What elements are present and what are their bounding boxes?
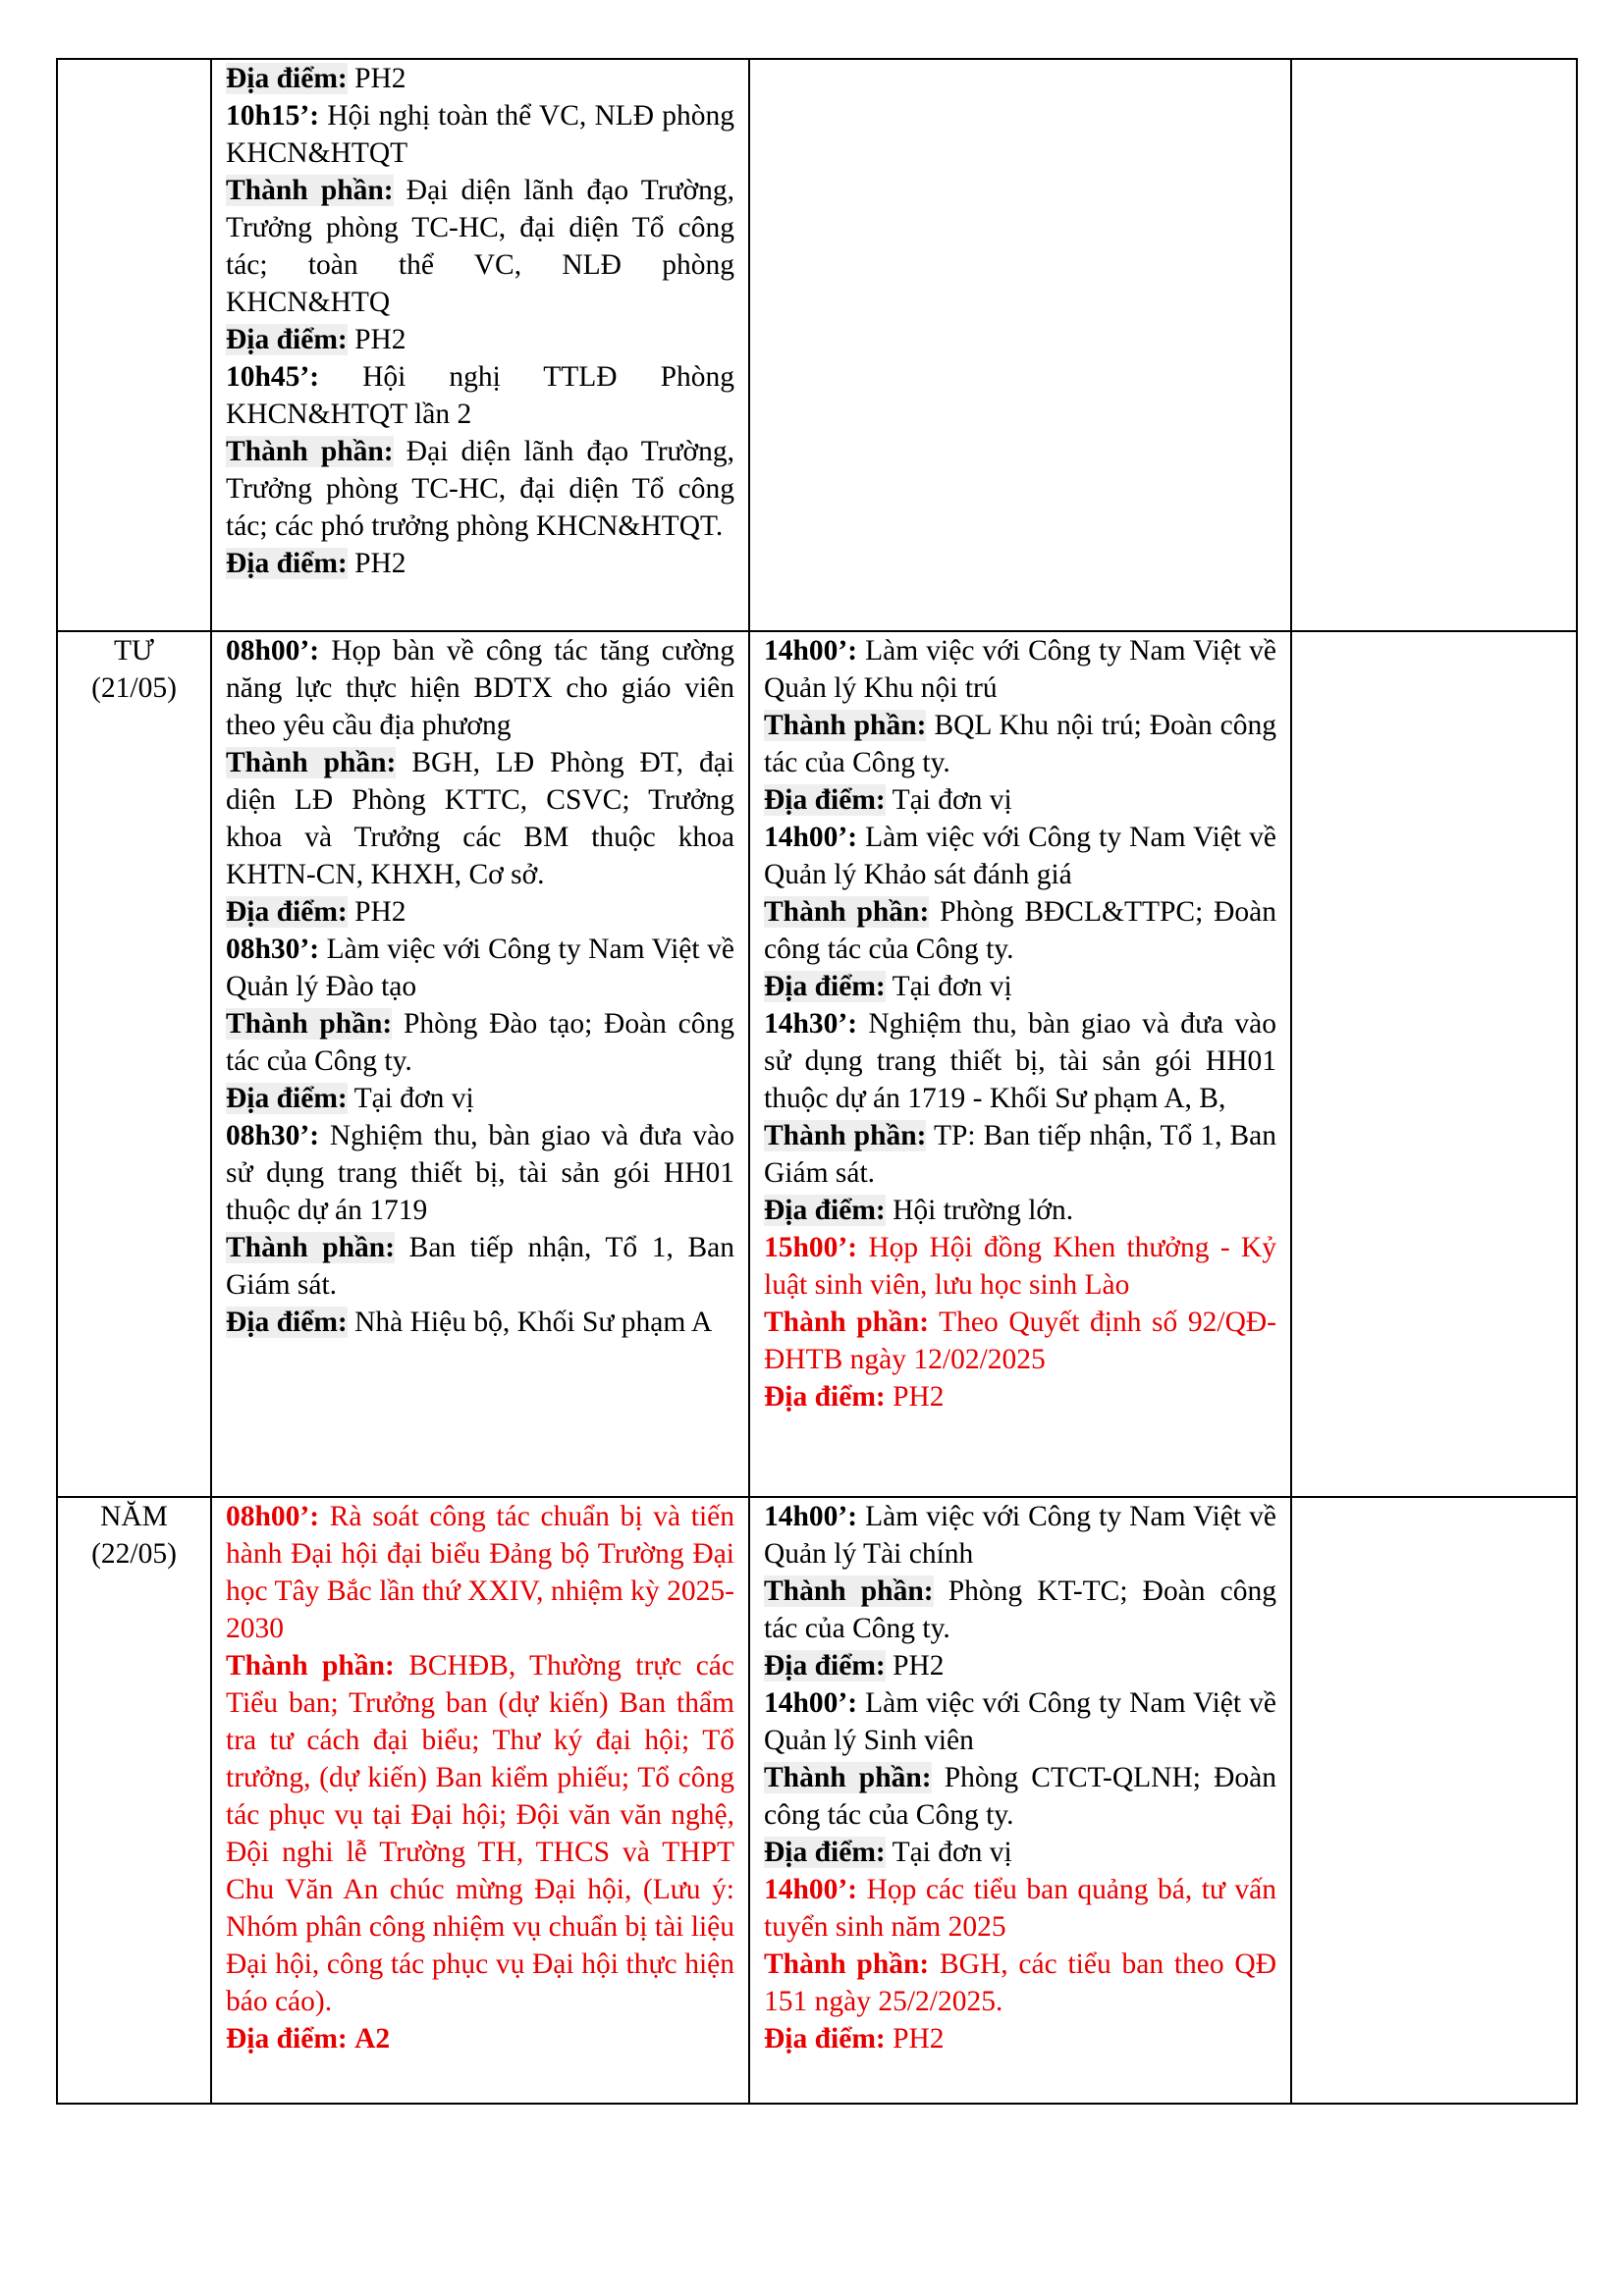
entry-participants: Thành phần: BCHĐB, Thường trực các Tiểu ban; Trưởng ban (dự kiến) Ban thẩm tra tư cách đại biểu; Thư ký đại hội; Tổ trưởng, (dự kiến) Ban kiểm phiếu; Tổ công tác phục vụ tại Đại hội; Đội văn văn nghệ, Đội nghi lễ Trường TH, THCS và THPT Chu Văn An chúc mừng Đại hội, (Lưu ý: Nhóm phân công nhiệm vụ chuẩn bị tài liệu Đại hội, công tác phục vụ Đại hội thực hiện báo cáo).	[226, 1650, 734, 2017]
schedule-entry	[764, 1498, 1276, 1684]
entry-title: 14h00’: Họp các tiểu ban quảng bá, tư vấn tuyển sinh năm 2025	[764, 1874, 1276, 1943]
morning-cell	[211, 59, 749, 631]
entry-participants: Thành phần: BGH, LĐ Phòng ĐT, đại diện LĐ Phòng KTTC, CSVC; Trưởng khoa và Trưởng các BM thuộc khoa KHTN-CN, KHXH, Cơ sở.	[226, 747, 734, 890]
morning-cell	[211, 631, 749, 1497]
entry-title: 08h00’: Rà soát công tác chuẩn bị và tiến hành Đại hội đại biểu Đảng bộ Trường Đại học Tây Bắc lần thứ XXIV, nhiệm kỳ 2025-2030	[226, 1501, 734, 1644]
day-date: (22/05)	[91, 1538, 177, 1570]
entry-title: 08h30’: Nghiệm thu, bàn giao và đưa vào sử dụng trang thiết bị, tài sản gói HH01 thuộc dự án 1719	[226, 1120, 735, 1226]
entry-participants: Thành phần: Đại diện lãnh đạo Trường, Trưởng phòng TC-HC, đại diện Tổ công tác; các phó trưởng phòng KHCN&HTQT.	[226, 436, 734, 542]
entry-place: Địa điểm: Tại đơn vị	[764, 971, 1012, 1002]
schedule-entry	[764, 1684, 1276, 1871]
schedule-entry	[226, 60, 734, 97]
note-cell	[1291, 1497, 1577, 2104]
entry-place: Địa điểm: Hội trường lớn.	[764, 1195, 1074, 1226]
entry-title: 14h00’: Làm việc với Công ty Nam Việt về Quản lý Khu nội trú	[764, 635, 1276, 704]
entry-participants: Thành phần: TP: Ban tiếp nhận, Tổ 1, Ban Giám sát.	[764, 1120, 1276, 1189]
day-name: NĂM	[100, 1501, 168, 1532]
schedule-row	[57, 631, 1577, 1497]
entry-place: Địa điểm: PH2	[226, 63, 406, 94]
entry-title: 08h00’: Họp bàn về công tác tăng cường năng lực thực hiện BDTX cho giáo viên theo yêu cầu địa phương	[226, 635, 734, 741]
schedule-entry	[226, 97, 734, 358]
schedule-entry-highlighted	[764, 1871, 1276, 2057]
day-cell	[57, 631, 211, 1497]
day-date: (21/05)	[91, 672, 177, 704]
entry-place: Địa điểm: Tại đơn vị	[764, 1837, 1012, 1868]
entry-participants: Thành phần: Phòng BĐCL&TTPC; Đoàn công tác của Công ty.	[764, 896, 1276, 965]
day-cell	[57, 1497, 211, 2104]
schedule-row	[57, 1497, 1577, 2104]
entry-participants: Thành phần: Đại diện lãnh đạo Trường, Trưởng phòng TC-HC, đại diện Tổ công tác; toàn thể VC, NLĐ phòng KHCN&HTQ	[226, 175, 734, 318]
entry-participants: Thành phần: BGH, các tiểu ban theo QĐ 151 ngày 25/2/2025.	[764, 1949, 1277, 2017]
note-cell	[1291, 631, 1577, 1497]
entry-participants: Thành phần: Theo Quyết định số 92/QĐ-ĐHTB ngày 12/02/2025	[764, 1307, 1276, 1375]
morning-cell	[211, 1497, 749, 2104]
entry-participants: Thành phần: BQL Khu nội trú; Đoàn công tác của Công ty.	[764, 710, 1276, 778]
entry-place: Địa điểm: Tại đơn vị	[226, 1083, 474, 1114]
schedule-entry	[226, 358, 734, 582]
entry-participants: Thành phần: Phòng CTCT-QLNH; Đoàn công tác của Công ty.	[764, 1762, 1276, 1831]
afternoon-cell	[749, 631, 1291, 1497]
entry-title: 10h15’: Hội nghị toàn thể VC, NLĐ phòng KHCN&HTQT	[226, 100, 734, 169]
entry-title: 10h45’: Hội nghị TTLĐ Phòng KHCN&HTQT lần 2	[226, 361, 734, 430]
entry-title: 08h30’: Làm việc với Công ty Nam Việt về Quản lý Đào tạo	[226, 934, 734, 1002]
entry-place: Địa điểm: PH2	[226, 324, 406, 355]
entry-participants: Thành phần: Phòng Đào tạo; Đoàn công tác của Công ty.	[226, 1008, 735, 1077]
entry-place: Địa điểm: Tại đơn vị	[764, 784, 1012, 816]
entry-place: Địa điểm: PH2	[764, 1381, 945, 1413]
entry-title: 14h00’: Làm việc với Công ty Nam Việt về Quản lý Sinh viên	[764, 1687, 1276, 1756]
schedule-entry-highlighted	[226, 1498, 734, 2057]
entry-title: 15h00’: Họp Hội đồng Khen thưởng - Kỷ luật sinh viên, lưu học sinh Lào	[764, 1232, 1276, 1301]
note-cell	[1291, 59, 1577, 631]
afternoon-cell	[749, 59, 1291, 631]
day-cell	[57, 59, 211, 631]
schedule-entry-highlighted	[764, 1229, 1276, 1415]
day-name: TƯ	[114, 635, 154, 667]
entry-participants: Thành phần: Ban tiếp nhận, Tổ 1, Ban Giám sát.	[226, 1232, 735, 1301]
entry-place: Địa điểm: PH2	[764, 2023, 945, 2055]
schedule-row	[57, 59, 1577, 631]
schedule-entry	[764, 1005, 1276, 1229]
entry-place: Địa điểm: PH2	[226, 548, 406, 579]
entry-place: Địa điểm: A2	[226, 2023, 391, 2055]
afternoon-cell	[749, 1497, 1291, 2104]
entry-participants: Thành phần: Phòng KT-TC; Đoàn công tác của Công ty.	[764, 1575, 1277, 1644]
entry-place: Địa điểm: Nhà Hiệu bộ, Khối Sư phạm A	[226, 1307, 713, 1338]
schedule-entry	[764, 632, 1276, 819]
schedule-entry	[764, 819, 1276, 1005]
schedule-table	[56, 58, 1578, 2105]
entry-title: 14h00’: Làm việc với Công ty Nam Việt về Quản lý Tài chính	[764, 1501, 1276, 1570]
entry-place: Địa điểm: PH2	[226, 896, 406, 928]
entry-title: 14h30’: Nghiệm thu, bàn giao và đưa vào sử dụng trang thiết bị, tài sản gói HH01 thuộc dự án 1719 - Khối Sư phạm A, B,	[764, 1008, 1276, 1114]
schedule-entry	[226, 1117, 734, 1341]
schedule-entry	[226, 632, 734, 931]
entry-title: 14h00’: Làm việc với Công ty Nam Việt về Quản lý Khảo sát đánh giá	[764, 822, 1276, 890]
schedule-entry	[226, 931, 734, 1117]
entry-place: Địa điểm: PH2	[764, 1650, 945, 1682]
